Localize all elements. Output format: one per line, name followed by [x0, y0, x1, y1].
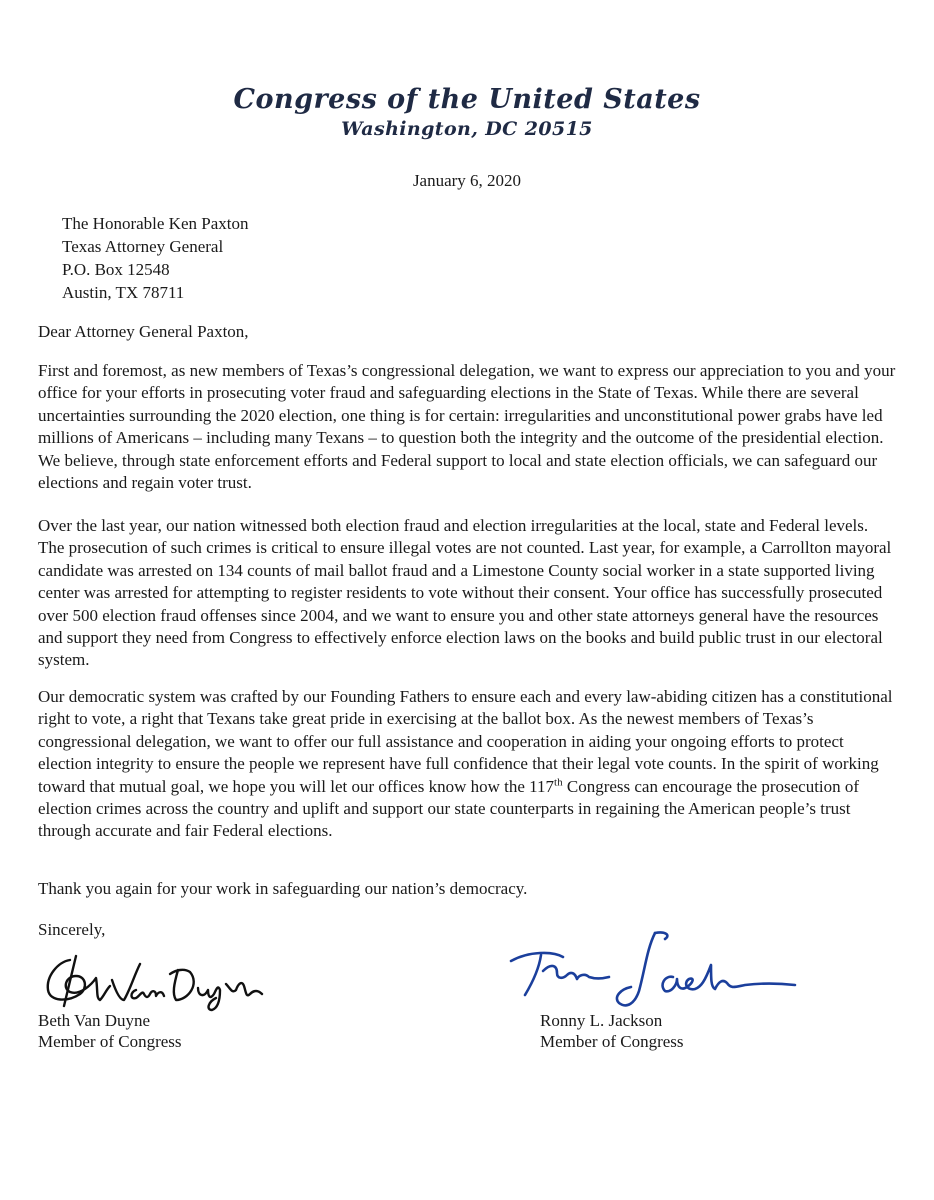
signature-jackson	[505, 925, 805, 1015]
body-paragraph-3	[38, 686, 898, 843]
letterhead-city: Washington, DC 20515	[341, 118, 593, 140]
letterhead-title: Congress of the United States	[233, 84, 701, 115]
paragraph-3-text-b: Congress can encourage the prosecution of election crimes across the country and uplift and support our state counterparts in regaining the American people’s trust through accurate and fair Federal elections.	[38, 776, 860, 841]
recipient-address	[62, 212, 248, 304]
body-paragraph-1: First and foremost, as new members of Texas’s congressional delegation, we want to express our appreciation to you and your office for your efforts in prosecuting voter fraud and safeguarding elections in the State of Texas. While there are several uncertainties surrounding the 2020 election, one thing is for certain: irregularities and unconstitutional power grabs have led millions of Americans – including many Texans – to question both the integrity and the outcome of the presidential election. We believe, through state enforcement efforts and Federal support to local and state election officials, we can safeguard our elections and regain voter trust.	[38, 361, 896, 493]
closing: Sincerely,	[38, 920, 106, 939]
body-paragraph-4: Thank you again for your work in safeguarding our nation’s democracy.	[38, 879, 528, 898]
signer-title: Member of Congress	[540, 1032, 684, 1051]
signer-title: Member of Congress	[38, 1032, 182, 1051]
salutation: Dear Attorney General Paxton,	[38, 322, 249, 341]
recipient-city: Austin, TX 78711	[62, 283, 185, 302]
signer-name: Ronny L. Jackson	[540, 1011, 663, 1030]
recipient-title: Texas Attorney General	[62, 237, 224, 256]
signer-name: Beth Van Duyne	[38, 1011, 151, 1030]
body-paragraph-2: Over the last year, our nation witnessed both election fraud and election irregularities at the local, state and Federal levels. The prosecution of such crimes is critical to ensure illegal votes are not counted. Last year, for example, a Carrollton mayoral candidate was arrested on 134 counts of mail ballot fraud and a Limestone County social worker in a state supported living center was arrested for attempting to register residents to vote without their consent. Your office has successfully prosecuted over 500 election fraud offenses since 2004, and we want to ensure you and other state attorneys general have the resources and support they need from Congress to effectively enforce election laws on the books and build public trust in our electoral system.	[38, 516, 892, 670]
signer-right	[540, 1010, 684, 1052]
recipient-name: The Honorable Ken Paxton	[62, 214, 249, 233]
letter-date: January 6, 2020	[412, 171, 522, 190]
signer-left	[38, 1010, 182, 1052]
ordinal-suffix: th	[554, 775, 563, 788]
signature-van-duyne	[40, 950, 270, 1012]
recipient-box: P.O. Box 12548	[62, 260, 170, 279]
paragraph-3-text-a: Our democratic system was crafted by our Founding Fathers to ensure each and every law-abiding citizen has a constitutional right to vote, a right that Texans take great pride in exercising at the ballot box. As the newest members of Texas’s congressional delegation, we want to offer our full assistance and cooperation in aiding your ongoing efforts to protect election integrity to ensure the people we represent have full confidence that their legal vote counts. In the spirit of working toward that mutual goal, we hope you will let our offices know how the 117	[38, 687, 893, 796]
